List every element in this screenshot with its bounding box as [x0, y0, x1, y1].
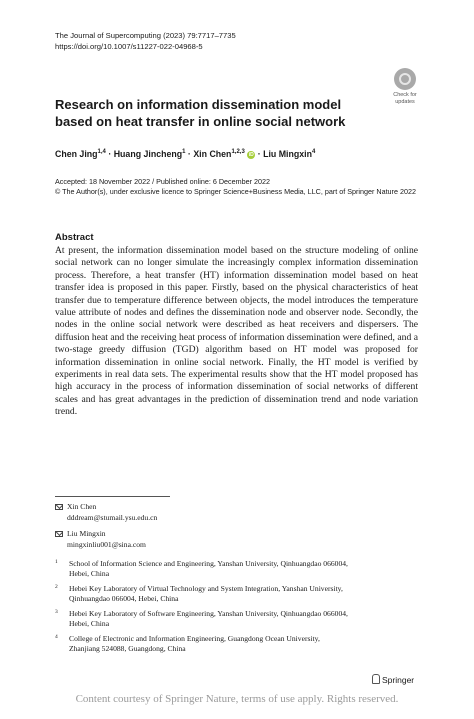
affiliation-item — [55, 634, 405, 654]
author-name[interactable]: Huang Jincheng — [113, 149, 183, 159]
publication-dates — [55, 177, 435, 197]
author-separator: · — [105, 149, 114, 159]
doi-link[interactable]: https://doi.org/10.1007/s11227-022-04968-5 — [55, 42, 203, 51]
contact-entry — [55, 502, 355, 523]
author-name[interactable]: Liu Mingxin — [263, 149, 312, 159]
affiliation-number: 3 — [55, 609, 58, 615]
author-separator: · — [255, 149, 264, 159]
affiliation-line: Hebei Key Laboratory of Software Engineering, Yanshan University, Qinhuangdao 066004, — [69, 609, 348, 618]
springer-horse-icon — [372, 674, 380, 684]
author-name[interactable]: Xin Chen — [193, 149, 232, 159]
author-affiliation-ref: 4 — [311, 149, 316, 156]
affiliation-line: Hebei Key Laboratory of Virtual Technology and System Integration, Yanshan University, — [69, 584, 343, 593]
author-name[interactable]: Chen Jing — [55, 149, 98, 159]
affiliation-number: 1 — [55, 559, 58, 565]
author-list — [55, 149, 435, 159]
badge-label: Check for updates — [393, 92, 417, 105]
affiliation-line: Hebei, China — [69, 619, 110, 629]
author-separator: · — [185, 149, 194, 159]
footnote-divider — [55, 496, 170, 497]
orcid-icon[interactable]: iD — [248, 152, 254, 158]
envelope-icon — [55, 531, 63, 537]
publisher-logo — [372, 674, 414, 685]
contact-email[interactable]: mingxinliu001@sina.com — [67, 539, 146, 549]
contact-email[interactable]: dddream@stumail.ysu.edu.cn — [67, 512, 158, 522]
abstract-body: At present, the information dissemination model based on the structure modeling of online social network can no longer simulate the increasingly complex information dissemination process. Therefore, a heat transfer (HT) information dissemination model based on heat transfer idea is proposed in this paper. Firstly, based on the physical characteristics of heat transfer due to temperature difference between objects, the model introduces the temperature value attribute of nodes and defines the dissemination node and observer node. Secondly, the nodes in the online social network were described as heat receivers and dispersers. The diffusion heat and the receiving heat process of information dissemination were defined, and a two-stage greedy diffusion (TGD) algorithm based on HT model was proposed for information dissemination in online social network. Finally, the HT model is verified by experiments in real data sets. The experimental results show that the HT model proposed has high accuracy in the process of information dissemination of social networks of different scales and has great advantages in the prediction of dissemination trend and node variation trend. — [55, 245, 418, 418]
affiliation-line: School of Information Science and Engineering, Yanshan University, Qinhuangdao 066004, — [69, 559, 348, 568]
copyright-line: © The Author(s), under exclusive licence to Springer Science+Business Media, LLC, part of Springer Nature 2022 — [55, 187, 416, 196]
envelope-icon — [55, 504, 63, 510]
author-affiliation-ref: 1,4 — [97, 149, 106, 156]
affiliation-number: 2 — [55, 584, 58, 590]
article-title: Research on information dissemination model based on heat transfer in online social network — [55, 97, 346, 129]
affiliation-line: Zhanjiang 524088, Guangdong, China — [69, 644, 186, 654]
affiliation-item — [55, 584, 405, 604]
abstract-heading: Abstract — [55, 232, 94, 243]
check-updates-icon — [394, 68, 416, 90]
contact-name: Xin Chen — [67, 502, 97, 511]
author-affiliation-ref: 1,2,3 — [231, 149, 245, 156]
courtesy-notice: Content courtesy of Springer Nature, terms of use apply. Rights reserved. — [75, 693, 399, 705]
affiliation-line: Hebei, China — [69, 569, 110, 579]
journal-citation: The Journal of Supercomputing (2023) 79:7717–7735 — [55, 31, 236, 40]
author-affiliation-ref: 1 — [182, 149, 186, 156]
check-for-updates-badge[interactable] — [390, 68, 420, 105]
affiliation-number: 4 — [55, 634, 58, 640]
journal-header — [55, 30, 315, 52]
affiliation-line: College of Electronic and Information Engineering, Guangdong Ocean University, — [69, 634, 320, 643]
affiliation-line: Qinhuangdao 066004, Hebei, China — [69, 594, 179, 604]
publisher-name: Springer — [382, 675, 415, 685]
contact-name: Liu Mingxin — [67, 529, 106, 538]
accepted-published-dates: Accepted: 18 November 2022 / Published online: 6 December 2022 — [55, 177, 270, 186]
affiliation-item — [55, 609, 405, 629]
affiliation-item — [55, 559, 405, 579]
contact-entry — [55, 529, 355, 550]
